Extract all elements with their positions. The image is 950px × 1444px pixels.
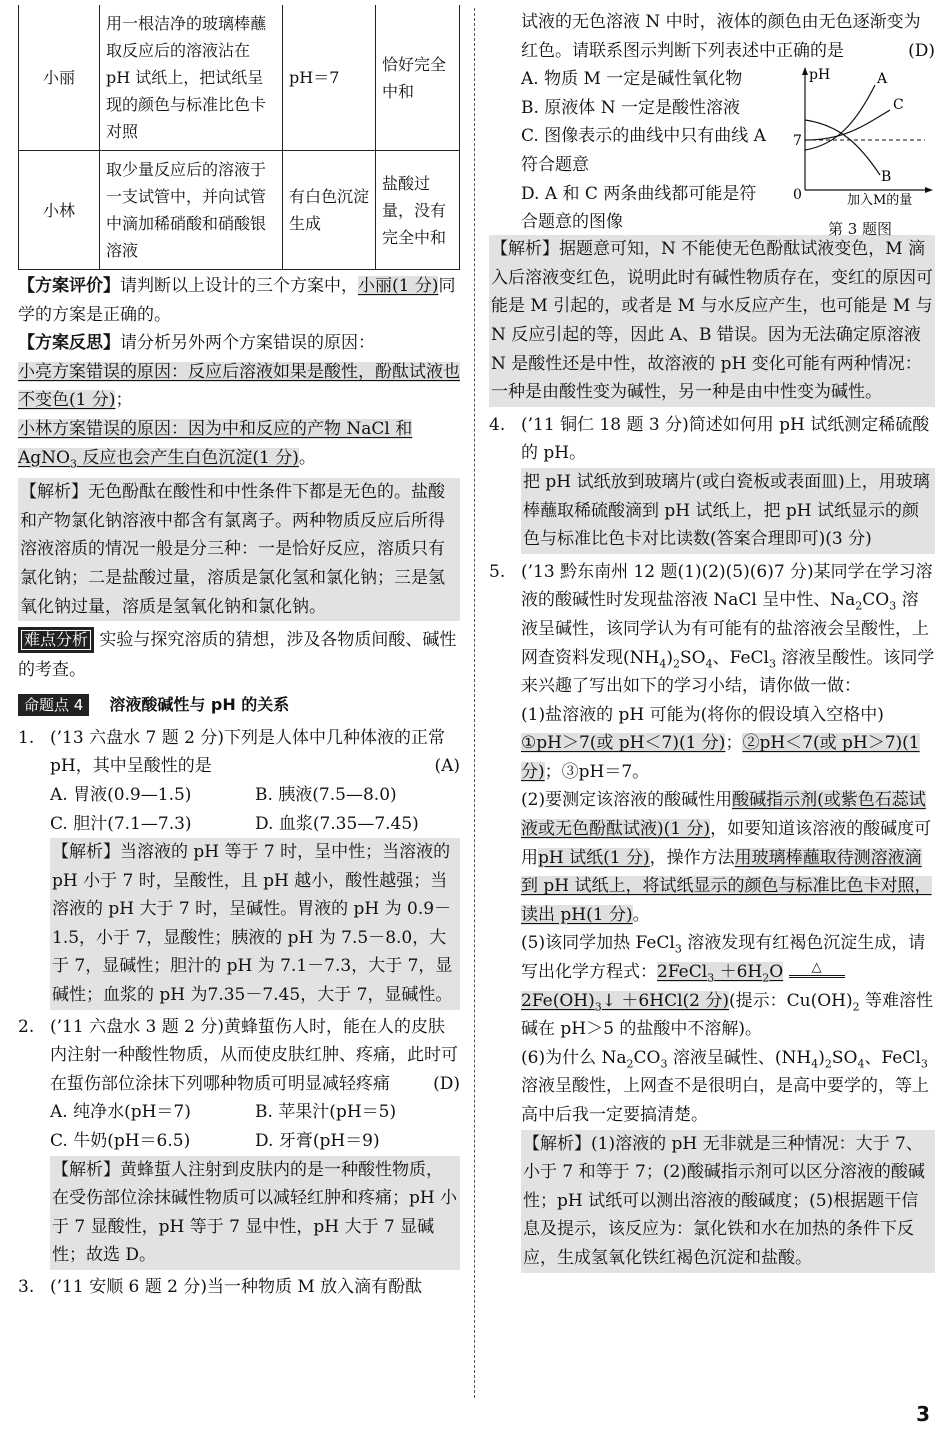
- part-6-text: 溶液呈酸性，上网查不是很明白，是高中要学的，等上高中后我一定要搞清楚。: [521, 1076, 929, 1125]
- eq-part: O: [769, 962, 784, 983]
- question-3-options: [489, 65, 771, 237]
- question-text: (’13 六盘水 7 题 2 分)下列是人体中几种体液的正常 pH，其中呈酸性的是: [50, 727, 445, 777]
- curve-c: [805, 110, 890, 140]
- part-5-text: 溶液发现有红褐色沉淀生成，请写出化学方程式：: [521, 933, 926, 983]
- option-b: B. 苹果汁(pH＝5): [255, 1102, 397, 1123]
- question-3-start: [18, 1273, 460, 1302]
- reflect-answer-2-post: 反应也会产生白色沉淀(1 分): [76, 447, 299, 468]
- eq-part: ＋6H: [714, 962, 763, 983]
- option-a: A. 物质 M 一定是碱性氧化物: [521, 69, 743, 90]
- left-column: [18, 0, 460, 1302]
- question-text: (’11 铜仁 18 题 3 分)简述如何用 pH 试纸测定稀硫酸的 pH。: [521, 414, 930, 464]
- part-6-text: ): [818, 1047, 825, 1068]
- option-a: A. 纯净水(pH＝7): [50, 1102, 191, 1123]
- reflect-answer-2: 小林方案错误的原因：因为中和反应的产物 NaCl 和 AgNO$_3$ 反应也会产生白色沉淀(1 分): [18, 418, 413, 470]
- question-4: [489, 411, 935, 468]
- eq-part: ↓ ＋6HCl(2 分): [601, 990, 729, 1011]
- table-cell-conclusion: 盐酸过量，没有完全中和: [376, 151, 460, 270]
- ph-curve-graph: [785, 65, 935, 205]
- equation-left: 2FeCl$_3$ $+6H_2O$: [657, 962, 784, 985]
- question-answer: (A): [434, 756, 460, 777]
- part-1-text: (1)盐溶液的 pH 可能为(将你的假设填入空格中): [521, 704, 884, 725]
- part-2-answer-3: 用玻璃棒蘸取待测溶液滴到 pH 试纸上，将试纸显示的颜色与标准比色卡对照，读出 pH(1 分): [521, 847, 932, 925]
- intro-part: 溶液呈碱性，该同学认为有可能有的盐溶液会呈酸性，上网查资料发现(NH: [521, 590, 929, 668]
- table-cell-name: 小丽: [19, 5, 100, 151]
- table-cell-phenomenon: 有白色沉淀生成: [283, 151, 376, 270]
- intro-part: (’13 黔东南州 12 题(1)(2)(5)(6)7 分)某同学在学习溶液的酸碱性时发现盐溶液 NaCl 呈中性、Na: [521, 561, 933, 611]
- reflect-answer-2-tail: 。: [298, 447, 316, 468]
- question-5-analysis: 【解析】(1)溶液的 pH 无非就是三种情况：大于 7、小于 7 和等于 7；(2)酸碱指示剂可以区分溶液的酸碱性；pH 试纸可以测出溶液的酸碱度；(5)根据题干信息及提示，该反应为：氯化铁和水在加热的条件下反应，生成氢氧化铁红褐色沉淀和盐酸。: [521, 1130, 935, 1273]
- curve-b-label: B: [881, 169, 892, 186]
- part-2-answer-1: 酸碱指示剂(或紫色石蕊试液或无色酚酞试液)(1 分): [521, 790, 926, 840]
- question-2-analysis: 【解析】黄蜂蜇人注射到皮肤内的是一种酸性物质，在受伤部位涂抹碱性物质可以减轻红肿和疼痛；pH 小于 7 显酸性，pH 等于 7 显中性，pH 大于 7 显碱性；故选 D。: [50, 1156, 460, 1270]
- option-c: C. 牛奶(pH＝6.5): [50, 1131, 191, 1152]
- reflect-text: 请分析另外两个方案错误的原因：: [120, 333, 375, 354]
- option-d: D. 牙膏(pH＝9): [255, 1131, 380, 1152]
- table-row: [19, 5, 460, 151]
- table-row: [19, 151, 460, 270]
- question-number: 4.: [489, 414, 506, 435]
- curve-a-label: A: [877, 71, 888, 88]
- table-cell-conclusion: 恰好完全中和: [376, 5, 460, 151]
- scheme-reflection: [18, 329, 460, 472]
- part-1-answer-1: ①pH＞7(或 pH＜7)(1 分): [521, 733, 726, 754]
- question-3-analysis: 【解析】据题意可知，N 不能使无色酚酞试液变色，M 滴入后溶液变红色，说明此时有碱性物质存在，变红的原因可能是 M 引起的，或者是 M 与水反应产生，也可能是 M 与 N 反应引起的等，因此 A、B 错误。因为无法确定原溶液 N 是酸性还是中性，故溶液的 pH 变化可能有两种情况：一种是由酸性变为碱性，另一种是由中性变为碱性。: [489, 235, 935, 407]
- table-cell-step: 用一根洁净的玻璃棒蘸取反应后的溶液沾在 pH 试纸上，把试纸呈现的颜色与标准比色卡对照: [100, 5, 283, 151]
- eval-answer: 小丽(1 分): [358, 276, 439, 296]
- intro-part: CO: [862, 590, 890, 611]
- section-title: 溶液酸碱性与 pH 的关系: [109, 695, 290, 715]
- eval-tail: 同学的方案是正确的。: [18, 276, 456, 325]
- question-answer: (D): [433, 1073, 460, 1094]
- origin-label: 0: [793, 187, 802, 204]
- question-text: 试液的无色溶液 N 中时，液体的颜色由无色逐渐变为红色。请联系图示判断下列表述中正确的是: [521, 12, 921, 61]
- scheme-evaluation: [18, 272, 460, 329]
- part-5-hint: 等难溶性碱在 pH＞5 的盐酸中不溶解)。: [521, 990, 934, 1040]
- option-b: B. 胰液(7.5—8.0): [255, 784, 397, 805]
- question-4-answer: 把 pH 试纸放到玻璃片(或白瓷板或表面皿)上，用玻璃棒蘸取稀硫酸滴到 pH 试纸上，把 pH 试纸显示的颜色与标准比色卡对比读数(答案合理即可)(3 分): [521, 468, 935, 554]
- question-text: (’11 六盘水 3 题 2 分)黄蜂蜇伤人时，能在人的皮肤内注射一种酸性物质，从而使皮肤红肿、疼痛，此时可在蜇伤部位涂抹下列哪种物质可明显减轻疼痛: [50, 1016, 458, 1094]
- question-5-intro: (’13 黔东南州 12 题(1)(2)(5)(6)7 分)某同学在学习溶液的酸碱性时发现盐溶液 NaCl 呈中性、$Na_2CO_3$ 溶液呈碱性，该同学认为有可能有的盐溶液会呈酸性，上网查资料发现$(NH_4)_2SO_4$、FeCl$_3$ 溶液呈酸性。该同学来兴趣了写出如下的学习小结，请你做一做：: [521, 561, 935, 697]
- part-5-text: (5)该同学加热 FeCl: [521, 933, 675, 954]
- eq-part: 2FeCl: [657, 962, 708, 983]
- table-cell-step: 取少量反应后的溶液于一支试管中，并向试管中滴加稀硝酸和硝酸银溶液: [100, 151, 283, 270]
- option-d: D. 血浆(7.35—7.45): [255, 813, 419, 834]
- question-3-options-area: [489, 65, 935, 238]
- intro-part: 、FeCl: [712, 647, 769, 668]
- question-2: [18, 1013, 460, 1099]
- option-c: C. 图像表示的曲线中只有曲线 A 符合题意: [521, 126, 766, 175]
- question-5: [489, 558, 935, 701]
- difficulty-text: 实验与探究溶质的猜想，涉及各物质间酸、碱性的考查。: [18, 630, 457, 681]
- intro-part: 溶液呈酸性。该同学来兴趣了写出如下的学习小结，请你做一做：: [521, 647, 935, 697]
- part-1: [521, 701, 935, 787]
- question-answer: (D): [908, 40, 935, 61]
- part-2-answer-2: pH 试纸(1 分): [538, 847, 650, 868]
- ph-curve-figure: [785, 65, 935, 238]
- part-2-text: ，如要知道该溶液的酸碱度可用: [521, 819, 932, 868]
- option-b: B. 原液体 N 一定是酸性溶液: [521, 97, 740, 118]
- question-number: 1.: [18, 727, 35, 748]
- part-2-text: ，操作方法: [649, 847, 735, 868]
- figure-caption: 第 3 题图: [827, 219, 893, 238]
- question-text: (’11 安顺 6 题 2 分)当一种物质 M 放入滴有酚酞: [50, 1277, 423, 1297]
- part-5-hint: (提示：Cu(OH): [729, 990, 853, 1011]
- question-3-continued: [489, 8, 935, 65]
- part-6: (6)为什么 $Na_2CO_3$ 溶液呈碱性、$(NH_4)_2SO_4$、FeCl$_3$ 溶液呈酸性，上网查不是很明白，是高中要学的，等上高中后我一定要搞清楚。: [521, 1047, 929, 1125]
- intro-part: ): [666, 647, 673, 668]
- reflect-label: 【方案反思】: [18, 333, 120, 354]
- question-number: 5.: [489, 561, 506, 582]
- reflect-answer-1-tail: ；: [115, 390, 133, 411]
- separator: ；: [725, 733, 743, 754]
- y-axis-label: pH: [809, 67, 831, 84]
- question-number: 3.: [18, 1277, 35, 1297]
- page-number: 3: [916, 1402, 930, 1426]
- difficulty-analysis: [18, 625, 460, 685]
- table-cell-phenomenon: pH＝7: [283, 5, 376, 151]
- ph-7-label: 7: [793, 133, 802, 150]
- option-d: D. A 和 C 两条曲线都可能是符合题意的图像: [521, 183, 757, 233]
- part-5: (5)该同学加热 FeCl$_3$ 溶液发现有红褐色沉淀生成，请写出化学方程式：2FeCl$_3$ $+6H_2O$ △ $2Fe(OH)_3↓ +6HCl(2$ 分)(提示：$Cu(OH)_2$ 等难溶性碱在 pH＞5 的盐酸中不溶解)。: [521, 933, 934, 1040]
- reflect-answer-1: 小亮方案错误的原因：反应后溶液如果是酸性，酚酞试液也不变色(1 分): [18, 361, 460, 411]
- intro-part: SO: [679, 647, 706, 668]
- part-2-text: 。: [632, 904, 650, 925]
- part-1-answer-3: ；③pH＝7。: [544, 761, 650, 782]
- part-6-text: 、FeCl: [864, 1047, 921, 1068]
- part-2-text: (2)要测定该溶液的酸碱性用: [521, 790, 733, 811]
- option-a: A. 胃液(0.9—1.5): [50, 784, 192, 805]
- table-cell-name: 小林: [19, 151, 100, 270]
- curve-c-label: C: [893, 97, 904, 114]
- eval-text: 请判断以上设计的三个方案中，: [120, 276, 358, 296]
- scheme-table: [18, 5, 460, 270]
- x-axis-arrow: [925, 187, 933, 193]
- section-badge: 命题点 4: [18, 694, 89, 716]
- question-5-parts: [489, 701, 935, 1130]
- section-header: [18, 691, 460, 720]
- part-6-text: 溶液呈碱性、(NH: [667, 1047, 812, 1068]
- x-axis-label: 加入M的量: [847, 193, 913, 206]
- question-1: [18, 724, 460, 781]
- part-6-text: SO: [831, 1047, 858, 1068]
- reflect-answer-2-pre: 小林方案错误的原因：因为中和反应的产物 NaCl 和 AgNO: [18, 418, 413, 468]
- part-2: [521, 786, 935, 929]
- column-divider: [474, 8, 475, 1398]
- difficulty-tag: 难点分析: [18, 627, 94, 653]
- eval-label: 【方案评价】: [18, 276, 120, 296]
- analysis-block: 【解析】无色酚酞在酸性和中性条件下都是无色的。盐酸和产物氯化钠溶液中都含有氯离子。两种物质反应后所得溶液溶质的情况一般是分三种：一是恰好反应，溶质只有氯化钠；二是盐酸过量，溶质是氯化氢和氯化钠；三是氢氧化钠过量，溶质是氢氧化钠和氯化钠。: [18, 478, 460, 621]
- equation-right: $2Fe(OH)_3↓ +6HCl(2$ 分): [521, 990, 729, 1014]
- question-1-analysis: 【解析】当溶液的 pH 等于 7 时，呈中性；当溶液的 pH 小于 7 时，呈酸性，且 pH 越小，酸性越强；当溶液的 pH 大于 7 时，呈碱性。胃液的 pH 为 0.9－1.5，小于 7，显酸性；胰液的 pH 为 7.5－8.0，大于 7，显碱性；胆汁的 pH 为 7.1－7.3，大于 7，显碱性；血浆的 pH 为7.35－7.45，大于 7，显碱性。: [50, 838, 460, 1010]
- heat-condition: △: [789, 961, 845, 978]
- eq-part: 2Fe(OH): [521, 990, 595, 1011]
- right-column: [489, 0, 935, 1273]
- part-1-answer-2: ②pH＜7(或 pH＞7)(1 分): [521, 733, 920, 782]
- question-number: 2.: [18, 1016, 35, 1037]
- option-c: C. 胆汁(7.1—7.3): [50, 813, 192, 834]
- part-6-text: (6)为什么 Na: [521, 1047, 627, 1068]
- question-2-options: [18, 1098, 460, 1155]
- question-1-options: [18, 781, 460, 838]
- y-axis-arrow: [802, 67, 808, 75]
- part-6-text: CO: [633, 1047, 661, 1068]
